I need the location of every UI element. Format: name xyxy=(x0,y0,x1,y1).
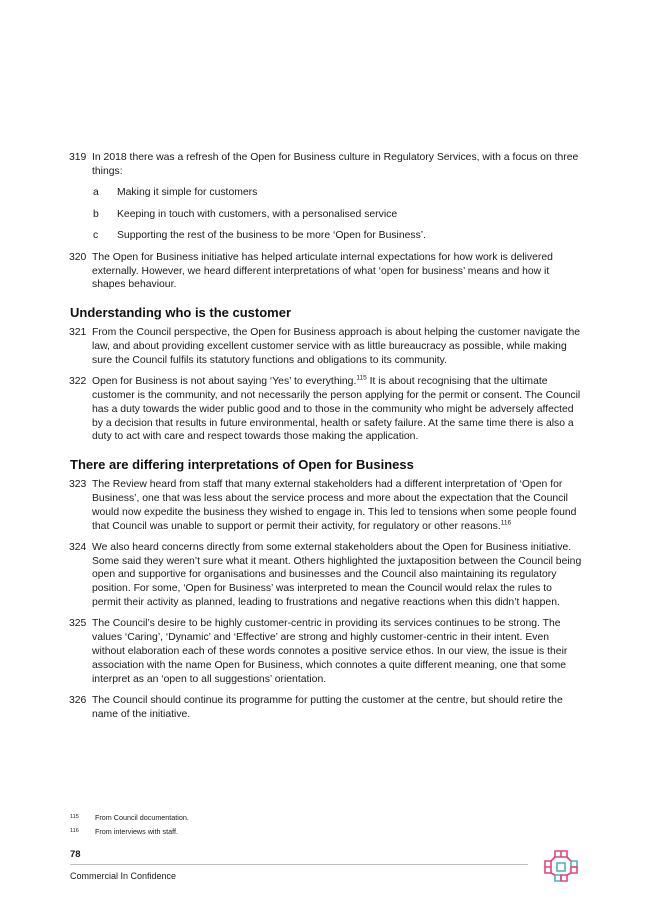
paragraph-number: 325 xyxy=(69,618,87,630)
footnote-text: From interviews with staff. xyxy=(95,827,178,836)
sub-list-319 xyxy=(93,186,582,243)
paragraph-number: 323 xyxy=(69,479,87,491)
paragraph-text-part: It is about recognising that the ultimate customer is the community, and not necessarily the person applying for the permit or consent. The Council has a duty towards the wider public good and to those in the community who might be adversely affected by a decision that results in future environmental, health or safety failure. At the same time there is also a duty to act with care and respect towards those making the application. xyxy=(92,376,581,443)
list-item-letter: c xyxy=(93,230,99,242)
paragraph-325 xyxy=(70,617,582,686)
list-item-letter: b xyxy=(93,208,99,220)
footnote-number: 115 xyxy=(70,814,79,820)
paragraph-text: In 2018 there was a refresh of the Open for Business culture in Regulatory Services, with a focus on three things: xyxy=(92,152,579,177)
footnote-116 xyxy=(70,827,470,836)
paragraph-text: From the Council perspective, the Open for Business approach is about helping the customer navigate the law, and about providing excellent customer service with as little bureaucracy as possible, while making sure the Council fulfils its statutory functions and obligations to its community. xyxy=(92,327,581,366)
paragraph-320 xyxy=(70,251,582,292)
list-item-text: Supporting the rest of the business to be more ‘Open for Business’. xyxy=(117,230,427,242)
footer-divider xyxy=(70,864,528,865)
list-item-text: Making it simple for customers xyxy=(117,187,258,199)
confidentiality-label: Commercial In Confidence xyxy=(70,871,177,881)
paragraph-text-part: The Review heard from staff that many external stakeholders had a different interpretation of ‘Open for Business’, one that was less about the service process and more about the expectation that the Council would now expedite the business they wished to engage in. This led to tensions when some people found that Council was unable to support or permit their activity, for regulatory or other reasons. xyxy=(92,479,577,532)
paragraph-323 xyxy=(70,478,582,533)
paragraph-text: The Open for Business initiative has helped articulate internal expectations for how work is delivered externally. However, we heard different interpretations of what ‘open for business’ means and how it shapes behaviour. xyxy=(92,251,553,291)
list-item xyxy=(93,229,582,243)
body-content xyxy=(70,151,582,729)
paragraph-text xyxy=(92,375,582,444)
paragraph-text: We also heard concerns directly from some external stakeholders about the Open for Business initiative. Some said they weren’t sure what it meant. Others highlighted the juxtaposition between the Council being open and supportive for organisations and businesses and the Council also maintaining its regulatory position. For some, ‘Open for Business’ was interpreted to mean the Council would relax the rules to permit their activity as planned, leading to frustrations and negative reactions when this didn’t happen. xyxy=(92,541,582,609)
paragraph-text: The Council’s desire to be highly customer-centric in providing its services continues to be strong. The values ‘Caring’, ‘Dynamic’ and ‘Effective’ are strong and highly customer-centric in their intent. Even without elaboration each of these words connotes a positive service ethos. In our view, the issue is their association with the name Open for Business, which connotes a quite different meaning, one that some interpret as an ‘open to all suggestions’ orientation. xyxy=(92,618,568,685)
paragraph-number: 319 xyxy=(69,152,87,163)
paragraph-number: 320 xyxy=(69,251,87,263)
footnote-reference[interactable]: 116 xyxy=(500,519,512,527)
paragraph-text: The Council should continue its programme for putting the customer at the centre, but should retire the name of the initiative. xyxy=(92,694,563,720)
paragraph-text-part: Open for Business is not about saying ‘Yes’ to everything. xyxy=(92,376,357,388)
paragraph-319 xyxy=(70,151,582,179)
paragraph-322 xyxy=(70,375,582,444)
paragraph-321 xyxy=(70,326,582,367)
footnotes xyxy=(70,813,470,841)
paragraph-number: 324 xyxy=(69,541,87,553)
paragraph-number: 326 xyxy=(69,694,87,706)
paragraph-number: 322 xyxy=(69,376,87,388)
list-item xyxy=(93,208,582,222)
footnote-reference[interactable]: 115 xyxy=(356,374,367,382)
footnote-115 xyxy=(70,813,470,822)
list-item xyxy=(93,186,582,200)
footnote-number: 116 xyxy=(70,828,79,834)
paragraph-number: 321 xyxy=(69,327,87,339)
page-number: 78 xyxy=(70,849,81,860)
section-heading-customer: Understanding who is the customer xyxy=(70,305,292,321)
paragraph-326 xyxy=(70,694,582,722)
paragraph-text xyxy=(92,478,582,533)
list-item-letter: a xyxy=(93,187,99,199)
paragraph-324 xyxy=(70,541,582,610)
list-item-text: Keeping in touch with customers, with a personalised service xyxy=(117,208,398,220)
footnote-text: From Council documentation. xyxy=(95,813,189,822)
council-logo-icon xyxy=(543,849,579,883)
section-heading-interpretations: There are differing interpretations of Open for Business xyxy=(70,457,414,473)
